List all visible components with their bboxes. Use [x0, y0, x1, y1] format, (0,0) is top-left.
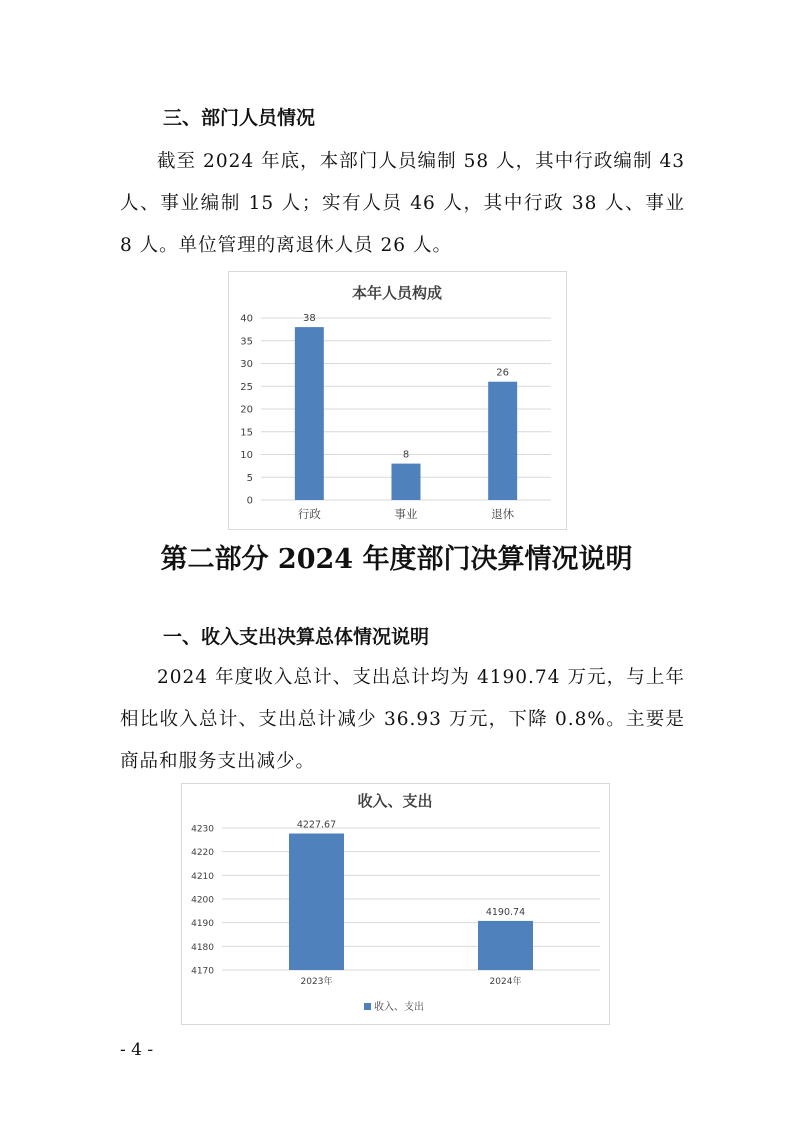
x-tick-label: 2024年 [489, 977, 522, 987]
staff-composition-chart-svg [229, 272, 566, 529]
section-heading-staff: 三、部门人员情况 [163, 107, 316, 129]
y-tick-label: 35 [240, 336, 253, 348]
x-tick-label: 事业 [394, 507, 418, 521]
staff-composition-chart [228, 271, 567, 530]
legend-swatch [364, 1003, 371, 1010]
y-tick-label: 4230 [191, 824, 214, 835]
bar [295, 327, 324, 500]
data-label: 38 [302, 313, 316, 325]
part-two-heading: 第二部分 2024 年度部门决算情况说明 [160, 544, 633, 575]
legend [364, 1000, 424, 1013]
data-label: 8 [402, 449, 410, 461]
section-heading-income-expense: 一、收入支出决算总体情况说明 [163, 626, 430, 648]
data-label: 4190.74 [485, 906, 526, 918]
x-tick-label: 行政 [297, 507, 321, 521]
bar [289, 834, 344, 970]
y-tick-label: 40 [240, 313, 253, 325]
bar [392, 464, 421, 500]
y-tick-label: 0 [246, 495, 253, 507]
chart-title: 收入、支出 [357, 792, 433, 810]
y-tick-label: 10 [240, 450, 253, 461]
income-expense-paragraph: 2024 年度收入总计、支出总计均为 4190.74 万元，与上年相比收入总计、支出总计减少 36.93 万元，下降 0.8%。主要是商品和服务支出减少。 [120, 667, 685, 772]
income-expense-chart [181, 783, 610, 1025]
y-tick-label: 4210 [191, 871, 214, 882]
legend-label: 收入、支出 [374, 1002, 424, 1013]
y-tick-label: 15 [240, 427, 253, 439]
y-tick-label: 4170 [191, 966, 214, 977]
y-tick-label: 4200 [191, 895, 214, 906]
data-label: 4227.67 [296, 819, 337, 831]
y-tick-label: 25 [240, 381, 253, 393]
bar [488, 382, 517, 500]
page-number: - 4 - [120, 1040, 154, 1060]
x-tick-label: 退休 [491, 507, 515, 521]
bar [478, 921, 533, 970]
data-label: 26 [496, 367, 510, 379]
y-tick-label: 30 [240, 359, 253, 370]
chart-title: 本年人员构成 [351, 284, 443, 302]
y-tick-label: 4190 [191, 919, 214, 930]
staff-paragraph: 截至 2024 年底，本部门人员编制 58 人，其中行政编制 43 人、事业编制 15 人；实有人员 46 人，其中行政 38 人、事业 8 人。单位管理的离退休人员 26 人。 [120, 151, 685, 256]
income-expense-chart-svg [182, 784, 609, 1024]
x-tick-label: 2023年 [300, 977, 333, 987]
y-tick-label: 4220 [191, 848, 214, 859]
y-tick-label: 4180 [191, 942, 214, 953]
y-tick-label: 5 [246, 472, 253, 484]
y-tick-label: 20 [240, 404, 253, 416]
